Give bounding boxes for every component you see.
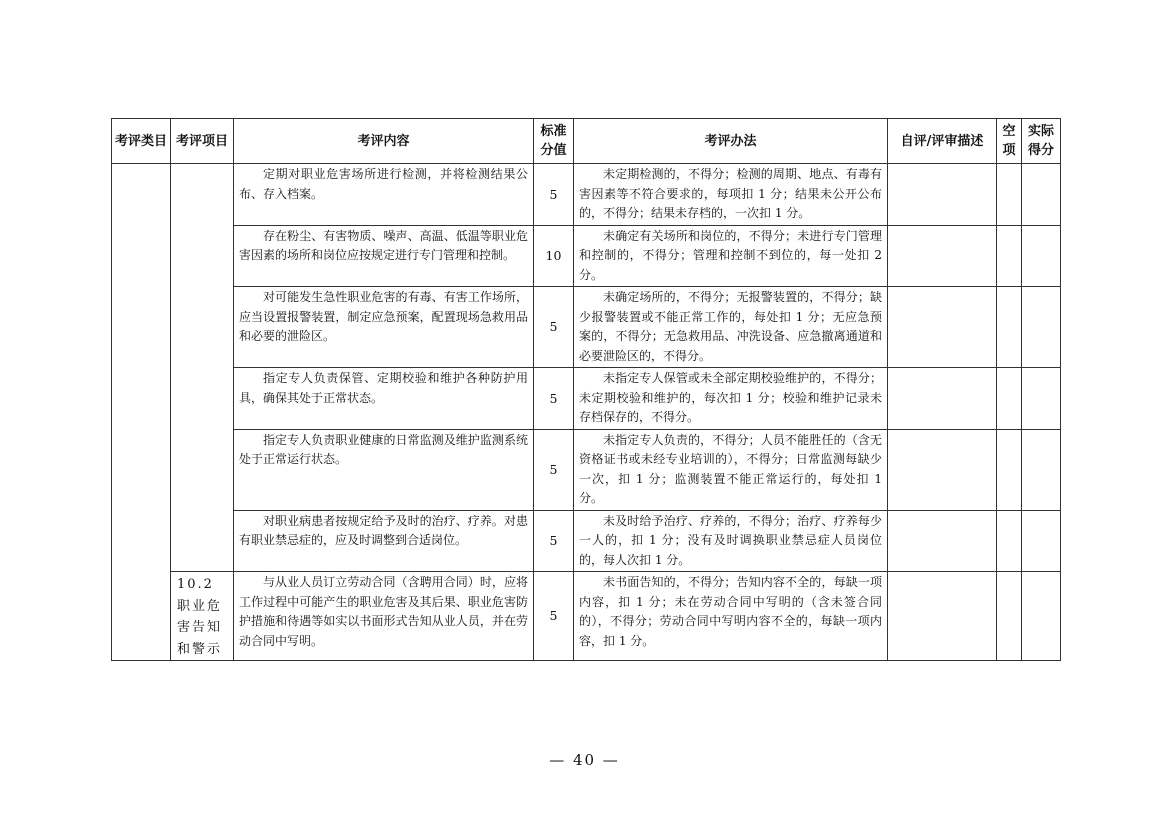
empty-item-cell[interactable] bbox=[997, 225, 1022, 287]
page-number: — 40 — bbox=[549, 751, 620, 769]
table-row bbox=[112, 510, 1061, 572]
actual-score-cell[interactable] bbox=[1022, 368, 1061, 430]
score-cell: 5 bbox=[534, 368, 574, 430]
method-cell: 未指定专人保管或未全部定期校验维护的，不得分；未定期校验和维护的，每次扣 1 分；校验和维护记录未存档保存的，不得分。 bbox=[574, 368, 888, 430]
method-cell: 未确定有关场所和岗位的，不得分；未进行专门管理和控制的，不得分；管理和控制不到位的，每一处扣 2 分。 bbox=[574, 225, 888, 287]
table-row bbox=[112, 164, 1061, 226]
self-eval-cell[interactable] bbox=[888, 572, 997, 661]
header-item: 考评项目 bbox=[171, 119, 234, 164]
self-eval-cell[interactable] bbox=[888, 164, 997, 226]
actual-score-cell[interactable] bbox=[1022, 164, 1061, 226]
content-cell: 对职业病患者按规定给予及时的治疗、疗养。对患有职业禁忌症的，应及时调整到合适岗位。 bbox=[234, 510, 534, 572]
header-method: 考评办法 bbox=[574, 119, 888, 164]
method-cell: 未确定场所的，不得分；无报警装置的，不得分；缺少报警装置或不能正常工作的，每处扣 1 分；无应急预案的，不得分；无急救用品、冲洗设备、应急撤离通道和必要泄险区的，不得分。 bbox=[574, 287, 888, 368]
empty-item-cell[interactable] bbox=[997, 164, 1022, 226]
method-cell: 未书面告知的，不得分；告知内容不全的，每缺一项内容，扣 1 分；未在劳动合同中写明的（含未签合同的），不得分；劳动合同中写明内容不全的，每缺一项内容，扣 1 分。 bbox=[574, 572, 888, 661]
actual-score-cell[interactable] bbox=[1022, 287, 1061, 368]
evaluation-table bbox=[111, 118, 1061, 661]
empty-item-cell[interactable] bbox=[997, 429, 1022, 510]
empty-item-cell[interactable] bbox=[997, 572, 1022, 661]
table-row bbox=[112, 429, 1061, 510]
content-cell: 与从业人员订立劳动合同（含聘用合同）时，应将工作过程中可能产生的职业危害及其后果、职业危害防护措施和待遇等如实以书面形式告知从业人员，并在劳动合同中写明。 bbox=[234, 572, 534, 661]
score-cell: 5 bbox=[534, 429, 574, 510]
header-content: 考评内容 bbox=[234, 119, 534, 164]
content-cell: 对可能发生急性职业危害的有毒、有害工作场所，应当设置报警装置，制定应急预案，配置现场急救用品和必要的泄险区。 bbox=[234, 287, 534, 368]
content-cell: 定期对职业危害场所进行检测，并将检测结果公布、存入档案。 bbox=[234, 164, 534, 226]
item-cell bbox=[171, 164, 234, 572]
header-category: 考评类目 bbox=[112, 119, 171, 164]
table-row bbox=[112, 572, 1061, 661]
header-actual: 实际得分 bbox=[1022, 119, 1061, 164]
actual-score-cell[interactable] bbox=[1022, 510, 1061, 572]
category-cell bbox=[112, 164, 171, 661]
table-row bbox=[112, 287, 1061, 368]
actual-score-cell[interactable] bbox=[1022, 225, 1061, 287]
method-cell: 未及时给予治疗、疗养的，不得分；治疗、疗养每少一人的，扣 1 分；没有及时调换职业禁忌症人员岗位的，每人次扣 1 分。 bbox=[574, 510, 888, 572]
actual-score-cell[interactable] bbox=[1022, 429, 1061, 510]
self-eval-cell[interactable] bbox=[888, 225, 997, 287]
header-self-eval: 自评/评审描述 bbox=[888, 119, 997, 164]
content-cell: 指定专人负责职业健康的日常监测及维护监测系统处于正常运行状态。 bbox=[234, 429, 534, 510]
empty-item-cell[interactable] bbox=[997, 287, 1022, 368]
content-cell: 存在粉尘、有害物质、噪声、高温、低温等职业危害因素的场所和岗位应按规定进行专门管理和控制。 bbox=[234, 225, 534, 287]
self-eval-cell[interactable] bbox=[888, 429, 997, 510]
header-empty: 空项 bbox=[997, 119, 1022, 164]
self-eval-cell[interactable] bbox=[888, 287, 997, 368]
score-cell: 10 bbox=[534, 225, 574, 287]
empty-item-cell[interactable] bbox=[997, 368, 1022, 430]
actual-score-cell[interactable] bbox=[1022, 572, 1061, 661]
empty-item-cell[interactable] bbox=[997, 510, 1022, 572]
header-score: 标准分值 bbox=[534, 119, 574, 164]
score-cell: 5 bbox=[534, 510, 574, 572]
table-row bbox=[112, 368, 1061, 430]
table-row bbox=[112, 225, 1061, 287]
method-cell: 未定期检测的，不得分；检测的周期、地点、有毒有害因素等不符合要求的，每项扣 1 分；结果未公开公布的，不得分；结果未存档的，一次扣 1 分。 bbox=[574, 164, 888, 226]
score-cell: 5 bbox=[534, 164, 574, 226]
item-cell: 10.2 职业危害告知和警示 bbox=[171, 572, 234, 661]
method-cell: 未指定专人负责的，不得分；人员不能胜任的（含无资格证书或未经专业培训的），不得分；日常监测每缺少一次，扣 1 分；监测装置不能正常运行的，每处扣 1 分。 bbox=[574, 429, 888, 510]
self-eval-cell[interactable] bbox=[888, 368, 997, 430]
header-row bbox=[112, 119, 1061, 164]
score-cell: 5 bbox=[534, 287, 574, 368]
score-cell: 5 bbox=[534, 572, 574, 661]
self-eval-cell[interactable] bbox=[888, 510, 997, 572]
content-cell: 指定专人负责保管、定期校验和维护各种防护用具，确保其处于正常状态。 bbox=[234, 368, 534, 430]
